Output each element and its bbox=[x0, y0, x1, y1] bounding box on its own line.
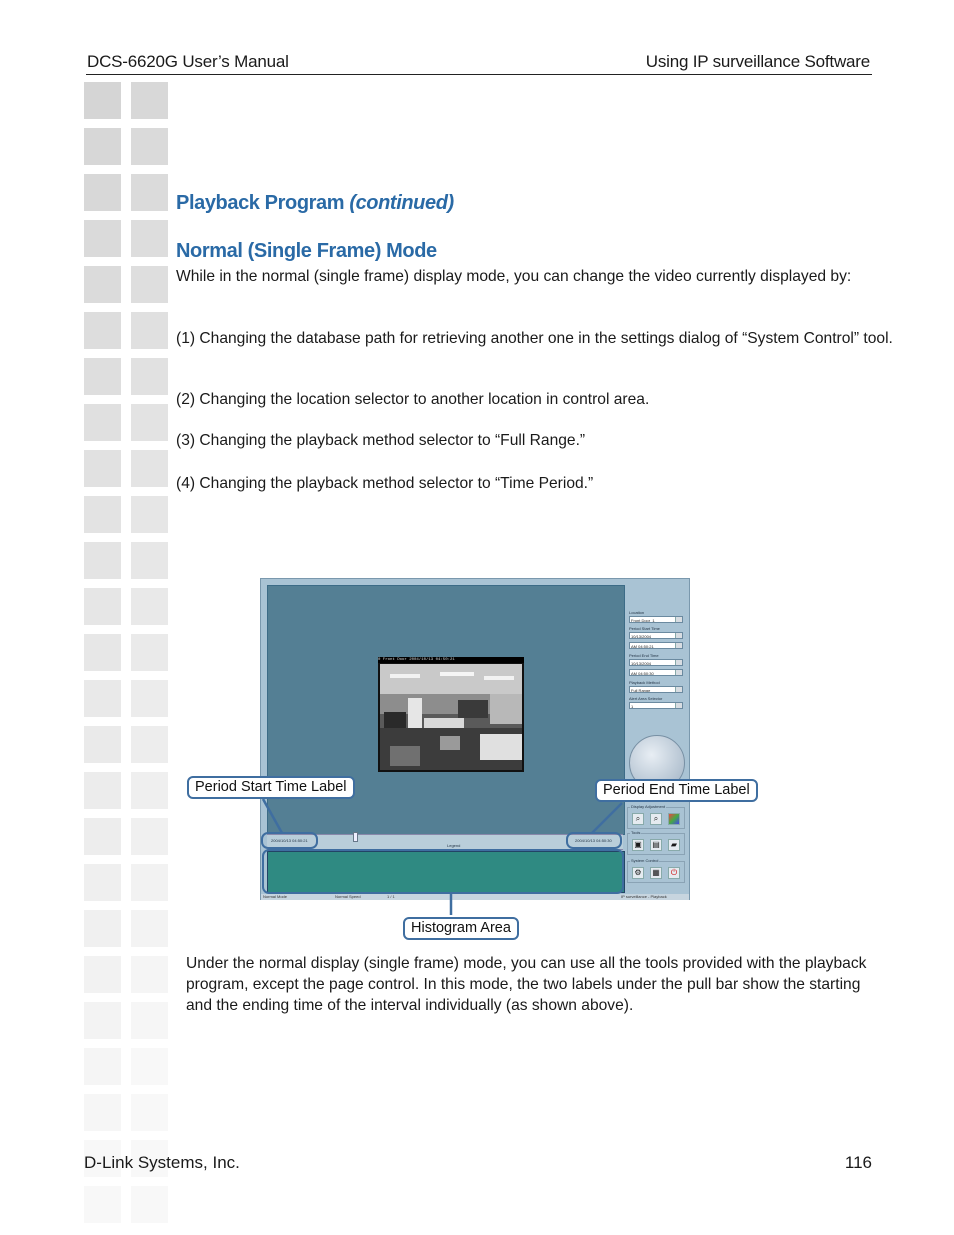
decorative-square bbox=[131, 864, 168, 901]
decorative-square bbox=[131, 1048, 168, 1085]
power-icon[interactable]: ⏻ bbox=[668, 867, 680, 879]
playback-method-label: Playback Method bbox=[629, 680, 660, 685]
company-name: D-Link Systems, Inc. bbox=[84, 1153, 240, 1172]
intro-paragraph: While in the normal (single frame) display mode, you can change the video currently displayed by: bbox=[176, 268, 852, 285]
camera-header: 0 Front Door 2004/10/13 04:50:21 bbox=[378, 657, 524, 663]
office-camera-image bbox=[380, 664, 522, 770]
decorative-square bbox=[84, 496, 121, 533]
decorative-square bbox=[131, 174, 168, 211]
period-start-time[interactable]: AM 04:50:21 bbox=[629, 642, 683, 649]
decorative-square bbox=[84, 680, 121, 717]
playback-method-selector[interactable]: Full Range bbox=[629, 686, 683, 693]
decorative-square bbox=[131, 82, 168, 119]
zoom-out-icon[interactable]: ⌕ bbox=[650, 813, 662, 825]
list-item: (2) Changing the location selector to another location in control area. bbox=[176, 391, 650, 408]
period-start-callout: Period Start Time Label bbox=[187, 776, 355, 799]
decorative-square bbox=[84, 726, 121, 763]
decorative-square bbox=[84, 1048, 121, 1085]
decorative-square bbox=[131, 1186, 168, 1223]
period-start-date[interactable]: 10/13/2004 bbox=[629, 632, 683, 639]
decorative-square bbox=[131, 358, 168, 395]
system-control-label: System Control bbox=[631, 858, 659, 863]
chapter-title: Using IP surveillance Software bbox=[645, 52, 870, 71]
decorative-square bbox=[131, 450, 168, 487]
histogram-callout: Histogram Area bbox=[403, 917, 519, 940]
closing-paragraph: Under the normal display (single frame) mode, you can use all the tools provided with the playback program, except the page control. In this mode, the two labels under the pull bar show the starting and the ending time of the interval individually (as shown above). bbox=[186, 955, 867, 1014]
decorative-square bbox=[84, 220, 121, 257]
decorative-square bbox=[131, 1002, 168, 1039]
decorative-square bbox=[131, 588, 168, 625]
zoom-in-icon[interactable]: ⌕ bbox=[632, 813, 644, 825]
legend-label: Legend bbox=[447, 843, 461, 848]
decorative-square bbox=[131, 312, 168, 349]
decorative-square bbox=[84, 864, 121, 901]
decorative-square bbox=[84, 128, 121, 165]
alert-area-label: Alert Area Selector bbox=[629, 696, 663, 701]
decorative-square bbox=[84, 956, 121, 993]
decorative-square bbox=[131, 910, 168, 947]
list-item: (1) Changing the database path for retrieving another one in the settings dialog of “System Control” tool. bbox=[176, 330, 893, 347]
period-start-label: Period Start Time bbox=[629, 626, 660, 631]
decorative-square bbox=[84, 404, 121, 441]
period-start-time-text: 2004/10/13 04:50:21 bbox=[271, 838, 308, 843]
settings-icon[interactable]: ⚙ bbox=[632, 867, 644, 879]
decorative-square bbox=[84, 772, 121, 809]
decorative-square bbox=[131, 496, 168, 533]
color-adjust-icon[interactable] bbox=[668, 813, 680, 825]
location-selector[interactable]: Front Door_1 bbox=[629, 616, 683, 623]
decorative-square bbox=[131, 220, 168, 257]
decorative-square bbox=[84, 818, 121, 855]
list-item: (3) Changing the playback method selector to “Full Range.” bbox=[176, 432, 586, 449]
decorative-square bbox=[131, 404, 168, 441]
decorative-square bbox=[131, 680, 168, 717]
decorative-square bbox=[84, 358, 121, 395]
page-number: 116 bbox=[844, 1153, 872, 1172]
folder-icon[interactable]: ▰ bbox=[668, 839, 680, 851]
decorative-square bbox=[84, 588, 121, 625]
status-page: 1 / 1 bbox=[387, 894, 395, 899]
decorative-square bbox=[131, 772, 168, 809]
decorative-square bbox=[131, 1094, 168, 1131]
decorative-square bbox=[131, 266, 168, 303]
decorative-square bbox=[84, 82, 121, 119]
list-item: (4) Changing the playback method selector to “Time Period.” bbox=[176, 475, 594, 492]
alert-area-selector[interactable]: 1 bbox=[629, 702, 683, 709]
snapshot-icon[interactable]: ▣ bbox=[632, 839, 644, 851]
decorative-square bbox=[131, 818, 168, 855]
manual-title: DCS-6620G User’s Manual bbox=[87, 52, 289, 71]
period-end-label: Period End Time bbox=[629, 653, 659, 658]
decorative-square bbox=[84, 910, 121, 947]
section-title bbox=[176, 192, 454, 215]
status-speed: Normal Speed bbox=[335, 894, 361, 899]
subsection-title: Normal (Single Frame) Mode bbox=[176, 240, 437, 262]
period-end-callout: Period End Time Label bbox=[595, 779, 758, 802]
decorative-square bbox=[131, 726, 168, 763]
decorative-square bbox=[84, 634, 121, 671]
decorative-square bbox=[84, 312, 121, 349]
decorative-square bbox=[84, 1186, 121, 1223]
period-end-time-text: 2004/10/13 04:50:30 bbox=[575, 838, 612, 843]
decorative-square bbox=[131, 956, 168, 993]
decorative-square bbox=[84, 542, 121, 579]
decorative-square bbox=[84, 450, 121, 487]
header-rule bbox=[86, 74, 872, 75]
decorative-square bbox=[131, 128, 168, 165]
tools-label: Tools bbox=[631, 830, 641, 835]
decorative-square-grid bbox=[84, 82, 170, 1232]
section-title-suffix: (continued) bbox=[349, 192, 454, 214]
decorative-square bbox=[84, 174, 121, 211]
camera-frame bbox=[378, 657, 524, 772]
status-app: IP surveillance - Playback bbox=[621, 894, 667, 899]
decorative-square bbox=[84, 266, 121, 303]
period-end-date[interactable]: 10/13/2004 bbox=[629, 659, 683, 666]
decorative-square bbox=[131, 542, 168, 579]
location-label: Location bbox=[629, 610, 645, 615]
display-adjustment-label: Display Adjustment bbox=[631, 804, 666, 809]
decorative-square bbox=[84, 1002, 121, 1039]
status-mode: Normal Mode bbox=[263, 894, 288, 899]
callout-connectors bbox=[260, 798, 660, 918]
period-end-time[interactable]: AM 04:50:30 bbox=[629, 669, 683, 676]
section-title-text: Playback Program bbox=[176, 192, 345, 214]
layout-icon[interactable]: ▦ bbox=[650, 867, 662, 879]
decorative-square bbox=[84, 1094, 121, 1131]
decorative-square bbox=[131, 634, 168, 671]
print-icon[interactable]: ▤ bbox=[650, 839, 662, 851]
